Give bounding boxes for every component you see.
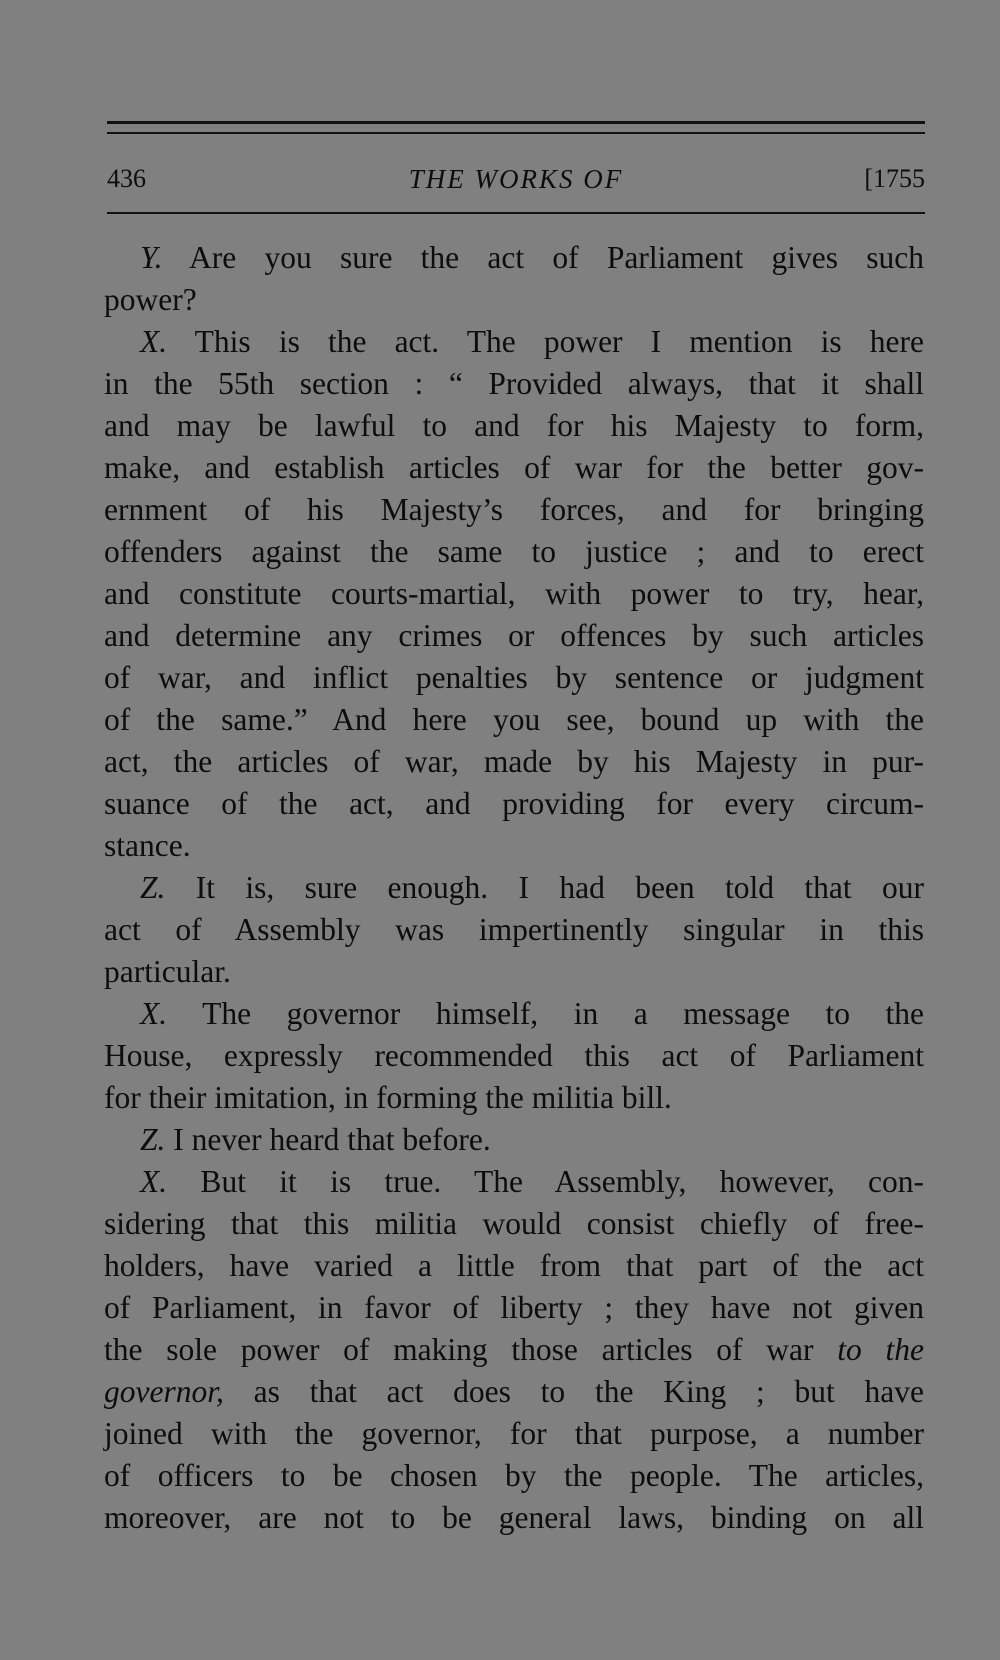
text-line — [104, 783, 924, 825]
text-line — [104, 489, 924, 531]
line-text: It is, sure enough. I had been told that our — [165, 870, 924, 905]
text-line — [104, 1035, 924, 1077]
line-text: The governor himself, in a message to the — [167, 996, 924, 1031]
text-line — [104, 531, 924, 573]
line-text: holders, have varied a little from that part of the act — [104, 1248, 924, 1283]
text-line — [104, 321, 924, 363]
line-text: power? — [104, 282, 197, 317]
body-text — [104, 237, 924, 1539]
line-text: Are you sure the act of Parliament gives such — [162, 240, 924, 275]
text-line — [104, 699, 924, 741]
line-text: of officers to be chosen by the people. The articles, — [104, 1458, 924, 1493]
speaker-label: Z. — [140, 870, 166, 905]
line-text: House, expressly recommended this act of Parliament — [104, 1038, 924, 1073]
text-line — [104, 237, 924, 279]
running-head — [107, 161, 925, 197]
text-line — [104, 1371, 924, 1413]
header-rule-top — [107, 121, 925, 124]
text-line — [104, 1287, 924, 1329]
text-line — [104, 993, 924, 1035]
text-line — [104, 447, 924, 489]
line-text: offenders against the same to justice ; and to erect — [104, 534, 924, 569]
text-line — [104, 1161, 924, 1203]
header-rule-bottom — [107, 212, 925, 214]
text-line — [104, 279, 924, 321]
speaker-label: X. — [140, 996, 168, 1031]
text-line — [104, 1077, 924, 1119]
line-text: This is the act. The power I mention is here — [167, 324, 924, 359]
text-line — [104, 615, 924, 657]
year-marker: [1755 — [864, 164, 925, 193]
text-line — [104, 951, 924, 993]
line-text: suance of the act, and providing for every circum- — [104, 786, 924, 821]
text-line — [104, 363, 924, 405]
speaker-label: X. — [140, 1164, 168, 1199]
line-text: and may be lawful to and for his Majesty to form, — [104, 408, 924, 443]
running-title: THE WORKS OF — [408, 164, 624, 194]
line-text: of Parliament, in favor of liberty ; they have not given — [104, 1290, 924, 1325]
line-text: make, and establish articles of war for the better gov- — [104, 450, 924, 485]
line-text: I never heard that before. — [165, 1122, 491, 1157]
line-text: the sole power of making those articles of war — [104, 1332, 838, 1367]
line-text: But it is true. The Assembly, however, con- — [167, 1164, 924, 1199]
line-text: moreover, are not to be general laws, binding on all — [104, 1500, 924, 1535]
line-text: act, the articles of war, made by his Majesty in pur- — [104, 744, 924, 779]
line-text: in the 55th section : “ Provided always, that it shall — [104, 366, 924, 401]
italic-text: to the — [837, 1332, 924, 1367]
line-text: act of Assembly was impertinently singular in this — [104, 912, 924, 947]
text-line — [104, 1455, 924, 1497]
text-line — [104, 1245, 924, 1287]
line-text: particular. — [104, 954, 231, 989]
speaker-label: Z. — [140, 1122, 166, 1157]
text-line — [104, 1119, 924, 1161]
line-text: sidering that this militia would consist chiefly of free- — [104, 1206, 924, 1241]
line-text: of the same.” And here you see, bound up with the — [104, 702, 924, 737]
text-line — [104, 1329, 924, 1371]
line-text: ernment of his Majesty’s forces, and for bringing — [104, 492, 924, 527]
text-line — [104, 741, 924, 783]
page-number: 436 — [107, 164, 146, 193]
text-line — [104, 867, 924, 909]
text-line — [104, 825, 924, 867]
line-text: and determine any crimes or offences by such articles — [104, 618, 924, 653]
line-text: as that act does to the King ; but have — [223, 1374, 924, 1409]
text-line — [104, 657, 924, 699]
text-line — [104, 405, 924, 447]
line-text: stance. — [104, 828, 191, 863]
line-text: of war, and inflict penalties by sentence or judgment — [104, 660, 924, 695]
line-text: for their imitation, in forming the militia bill. — [104, 1080, 672, 1115]
text-line — [104, 573, 924, 615]
line-text: joined with the governor, for that purpose, a number — [104, 1416, 924, 1451]
text-line — [104, 909, 924, 951]
line-text: and constitute courts-martial, with power to try, hear, — [104, 576, 924, 611]
header-rule-second — [107, 132, 925, 134]
italic-text: governor, — [104, 1374, 224, 1409]
text-line — [104, 1203, 924, 1245]
speaker-label: Y. — [140, 240, 163, 275]
text-line — [104, 1413, 924, 1455]
speaker-label: X. — [140, 324, 168, 359]
text-line — [104, 1497, 924, 1539]
